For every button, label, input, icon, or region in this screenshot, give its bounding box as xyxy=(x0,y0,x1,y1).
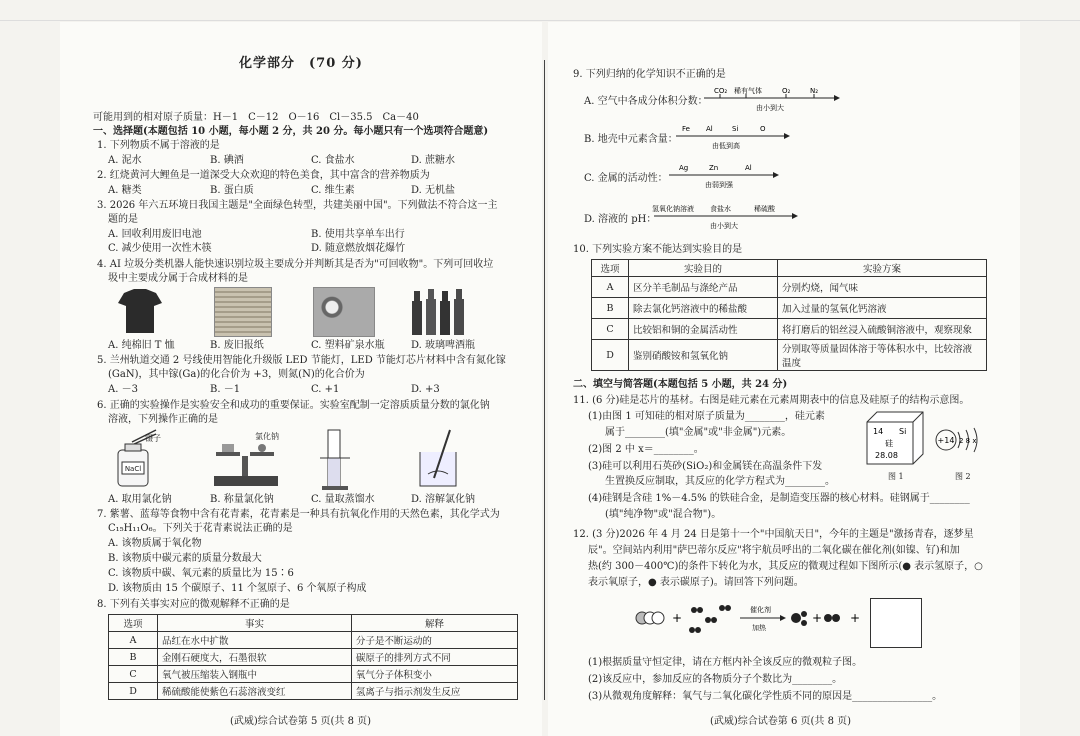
section-1-heading: 一、选择题(本题包括 10 小题，每小题 2 分，共 20 分。每小题只有一个选项符合题意) xyxy=(93,126,489,137)
table-cell-line: 分别取等质量固体溶于等体积水中，比较溶液 xyxy=(782,344,973,355)
table-cell: 加入过量的氢氧化钙溶液 xyxy=(778,298,987,319)
question-5: 5. 兰州轨道交通 2 号线使用智能化升级版 LED 节能灯，LED 节能灯芯片材料中含有氮化镓 xyxy=(97,355,506,366)
svg-text:+: + xyxy=(812,611,823,625)
question-4-cont: 圾中主要成分属于合成材料的是 xyxy=(108,273,248,284)
table-cell: 品红在水中扩散 xyxy=(158,632,352,649)
q5-option-b: B. －1 xyxy=(210,384,241,395)
svg-text:+: + xyxy=(850,611,861,625)
q11-part-3: (3)硅可以利用石英砂(SiO₂)和金属镁在高温条件下发 xyxy=(588,461,823,472)
table-cell xyxy=(778,340,987,371)
element-name: 硅 xyxy=(885,439,893,448)
q11-part-2: (2)图 2 中 x＝________。 xyxy=(588,444,704,455)
reaction-diagram xyxy=(630,598,870,644)
table-cell: 氧气被压缩装入钢瓶中 xyxy=(158,666,352,683)
table-cell: D xyxy=(592,340,629,371)
beaker-drawing xyxy=(414,428,466,490)
table-row xyxy=(109,649,518,666)
table-cell: 金刚石硬度大，石墨很软 xyxy=(158,649,352,666)
question-12: 12. (3 分)2026 年 4 月 24 日是第十一个"中国航天日"，今年的主题是"激扬青春，逐梦星 xyxy=(573,529,974,540)
q9c-label: Zn xyxy=(709,164,719,172)
table-header-row xyxy=(109,615,518,632)
table-cell: A xyxy=(592,277,629,298)
q1-option-b: B. 碘酒 xyxy=(210,155,244,166)
q9c-label: Al xyxy=(745,164,752,172)
figure-1-caption: 图 1 xyxy=(888,472,904,481)
q9-option-a: A. 空气中各成分体积分数： xyxy=(584,96,708,107)
q11-part-4: (4)硅钢是含硅 1%－4.5% 的铁硅合金，是制造变压器的核心材料。硅钢属于________ xyxy=(588,493,970,504)
table-header-cell: 实验目的 xyxy=(629,260,778,277)
silicon-element-card xyxy=(865,410,925,466)
catalyst-label: 催化剂 xyxy=(750,606,771,614)
table-cell: 稀硫酸能使紫色石蕊溶液变红 xyxy=(158,683,352,700)
q9d-label: 氢氧化钠溶液 xyxy=(652,205,694,213)
atomic-masses: 可能用到的相对原子质量：H－1 C－12 O－16 Cl－35.5 Ca－40 xyxy=(93,112,419,123)
question-6-cont: 溶液，下列操作正确的是 xyxy=(108,414,218,425)
q9a-arrow-label: 由小到大 xyxy=(756,104,784,112)
page-title: 化学部分 (70 分) xyxy=(239,56,363,71)
tshirt-image xyxy=(116,287,164,335)
nucleus-charge: +14 xyxy=(937,436,955,445)
q4-option-b: B. 废旧报纸 xyxy=(210,340,264,351)
table-header-cell: 选项 xyxy=(109,615,158,632)
q9a-label: N₂ xyxy=(810,87,819,95)
q2-option-b: B. 蛋白质 xyxy=(210,185,254,196)
q5-option-c: C. +1 xyxy=(311,384,340,395)
q9d-label: 稀硫酸 xyxy=(754,205,775,213)
table-row xyxy=(592,340,987,371)
top-edge xyxy=(0,20,1080,21)
q9a-label: CO₂ xyxy=(714,87,728,95)
q9a-scale xyxy=(700,84,840,116)
table-cell-line: 温度 xyxy=(782,358,802,369)
graduated-cylinder-drawing xyxy=(316,428,356,492)
question-7-cont: C₁₅H₁₁O₆。下列关于花青素说法正确的是 xyxy=(108,523,293,534)
table-header-cell: 实验方案 xyxy=(778,260,987,277)
q11-part-1-cont: 属于________(填"金属"或"非金属")元素。 xyxy=(605,427,792,438)
q11-part-1: (1)由图 1 可知硅的相对原子质量为________，硅元素 xyxy=(588,411,825,422)
question-8: 8. 下列有关事实对应的微观解释不正确的是 xyxy=(97,599,290,610)
q2-option-d: D. 无机盐 xyxy=(411,185,456,196)
q9a-label: O₂ xyxy=(782,87,791,95)
nacl-balance-label: 氯化钠 xyxy=(255,432,279,441)
q4-option-a: A. 纯棉旧 T 恤 xyxy=(108,340,175,351)
table-cell: C xyxy=(109,666,158,683)
table-cell: 碳原子的排列方式不同 xyxy=(351,649,517,666)
question-5-cont: (GaN)，其中镓(Ga)的化合价为 +3，则氮(N)的化合价为 xyxy=(108,369,365,380)
tweezers-label: 镊子 xyxy=(145,434,161,443)
table-row xyxy=(109,666,518,683)
q3-option-a: A. 回收利用废旧电池 xyxy=(108,229,202,240)
q9d-scale xyxy=(650,202,800,234)
svg-text:+: + xyxy=(672,611,683,625)
q9c-label: Ag xyxy=(679,164,689,172)
question-6: 6. 正确的实验操作是实验安全和成功的重要保证。实验室配制一定溶质质量分数的氯化钠 xyxy=(97,400,490,411)
table-row xyxy=(592,319,987,340)
q9d-arrow-label: 由小到大 xyxy=(710,222,738,230)
question-12-cont-3: 表示氧原子，● 表示碳原子)。请回答下列问题。 xyxy=(588,577,804,588)
q7-option-a: A. 该物质属于氧化物 xyxy=(108,538,202,549)
q9b-arrow-label: 由低到高 xyxy=(712,142,740,150)
question-1: 1. 下列物质不属于溶液的是 xyxy=(97,140,220,151)
q9-option-d: D. 溶液的 pH： xyxy=(584,214,657,225)
table-cell: 将打磨后的铝丝浸入硫酸铜溶液中，观察现象 xyxy=(778,319,987,340)
q9b-label: O xyxy=(760,125,766,133)
q9c-arrow-label: 由弱到强 xyxy=(705,181,733,189)
section-2-heading: 二、填空与简答题(本题包括 5 小题，共 24 分) xyxy=(573,379,788,390)
q1-option-a: A. 泥水 xyxy=(108,155,142,166)
table-cell: C xyxy=(592,319,629,340)
question-7: 7. 紫薯、蓝莓等食物中含有花青素，花青素是一种具有抗氧化作用的天然色素，其化学式为 xyxy=(97,509,500,520)
question-3-cont: 题的是 xyxy=(108,214,138,225)
q9b-label: Si xyxy=(732,125,739,133)
table-cell: 区分羊毛制品与涤纶产品 xyxy=(629,277,778,298)
table-cell: A xyxy=(109,632,158,649)
table-row xyxy=(592,277,987,298)
table-row xyxy=(592,298,987,319)
q4-option-c: C. 塑料矿泉水瓶 xyxy=(311,340,385,351)
q5-option-d: D. +3 xyxy=(411,384,440,395)
question-12-cont-1: 辰"。空间站内利用"萨巴蒂尔反应"将宇航员呼出的二氧化碳在催化剂(如镍、钌)和加 xyxy=(588,545,960,556)
q2-option-a: A. 糖类 xyxy=(108,185,142,196)
q7-option-d: D. 该物质由 15 个碳原子、11 个氢原子、6 个氧原子构成 xyxy=(108,583,367,594)
table-cell: 鉴别硝酸铵和氢氧化钠 xyxy=(629,340,778,371)
table-cell: 比较铝和铜的金属活动性 xyxy=(629,319,778,340)
q11-part-3-cont: 生置换反应制取，其反应的化学方程式为________。 xyxy=(605,476,835,487)
glass-bottles-image xyxy=(410,287,474,335)
q1-option-d: D. 蔗糖水 xyxy=(411,155,456,166)
atomic-number: 14 xyxy=(873,427,884,436)
table-row xyxy=(109,632,518,649)
q1-option-c: C. 食盐水 xyxy=(311,155,355,166)
q6-option-a: A. 取用氯化钠 xyxy=(108,494,172,505)
q9d-label: 食盐水 xyxy=(710,205,731,213)
table-header-row xyxy=(592,260,987,277)
q6-option-c: C. 量取蒸馏水 xyxy=(311,494,375,505)
q9-option-c: C. 金属的活动性： xyxy=(584,173,668,184)
answer-box[interactable] xyxy=(870,598,922,648)
table-cell: 氢离子与指示剂发生反应 xyxy=(351,683,517,700)
q9a-label: 稀有气体 xyxy=(734,87,762,95)
table-header-cell: 选项 xyxy=(592,260,629,277)
q11-part-4-cont: (填"纯净物"或"混合物")。 xyxy=(605,509,722,520)
q5-option-a: A. －3 xyxy=(108,384,138,395)
table-cell: B xyxy=(109,649,158,666)
q3-option-d: D. 随意燃放烟花爆竹 xyxy=(311,243,406,254)
question-11: 11. (6 分)硅是芯片的基材。右图是硅元素在元素周期表中的信息及硅原子的结构示意图。 xyxy=(573,395,970,406)
heat-label: 加热 xyxy=(752,624,766,632)
q7-option-c: C. 该物质中碳、氧元素的质量比为 15∶6 xyxy=(108,568,294,579)
q12-part-1: (1)根据质量守恒定律，请在方框内补全该反应的微观粒子图。 xyxy=(588,657,863,668)
q9b-label: Al xyxy=(706,125,713,133)
table-header-cell: 事实 xyxy=(158,615,352,632)
table-row xyxy=(109,683,518,700)
q9c-scale xyxy=(665,161,781,193)
left-page-footer: (武威)综合试卷第 5 页(共 8 页) xyxy=(230,716,372,727)
question-12-cont-2: 热(约 300－400℃)的条件下转化为水，其反应的微观过程如下图所示(● 表示氢原子，○ xyxy=(588,561,983,572)
figure-2-caption: 图 2 xyxy=(955,472,971,481)
atomic-mass: 28.08 xyxy=(875,451,898,460)
electron-shells: 2 8 x xyxy=(959,437,977,445)
q3-option-c: C. 减少使用一次性木筷 xyxy=(108,243,212,254)
table-cell: 除去氯化钙溶液中的稀盐酸 xyxy=(629,298,778,319)
table-cell: 分子是不断运动的 xyxy=(351,632,517,649)
question-10: 10. 下列实验方案不能达到实验目的是 xyxy=(573,244,743,255)
table-header-cell: 解释 xyxy=(351,615,517,632)
q12-part-2: (2)该反应中，参加反应的各物质分子个数比为________。 xyxy=(588,674,843,685)
q2-option-c: C. 维生素 xyxy=(311,185,355,196)
question-9: 9. 下列归纳的化学知识不正确的是 xyxy=(573,69,726,80)
q7-option-b: B. 该物质中碳元素的质量分数最大 xyxy=(108,553,262,564)
q9b-scale xyxy=(672,122,792,154)
right-page-footer: (武威)综合试卷第 6 页(共 8 页) xyxy=(710,716,852,727)
q6-option-d: D. 溶解氯化钠 xyxy=(411,494,476,505)
q12-part-3: (3)从微观角度解释：氧气与二氧化碳化学性质不同的原因是________________。 xyxy=(588,691,943,702)
nacl-bottle-tweezers-drawing xyxy=(110,428,170,490)
question-3: 3. 2026 年六五环境日我国主题是"全面绿色转型，共建美丽中国"。下列做法不符合这一主 xyxy=(97,200,498,211)
table-cell: 氧气分子体积变小 xyxy=(351,666,517,683)
table-cell: D xyxy=(109,683,158,700)
element-symbol: Si xyxy=(899,427,907,436)
silicon-atom-diagram xyxy=(932,420,988,460)
newspaper-image xyxy=(214,287,272,337)
nacl-label: NaCl xyxy=(124,465,142,473)
q6-option-b: B. 称量氯化钠 xyxy=(210,494,274,505)
q8-table xyxy=(108,614,518,700)
question-2: 2. 红烧黄河大鲤鱼是一道深受大众欢迎的特色美食，其中富含的营养物质为 xyxy=(97,170,430,181)
q4-option-d: D. 玻璃啤酒瓶 xyxy=(411,340,476,351)
q9b-label: Fe xyxy=(682,125,690,133)
plastic-bottles-image xyxy=(313,287,375,337)
table-cell: 分别灼烧，闻气味 xyxy=(778,277,987,298)
page-divider xyxy=(544,60,545,700)
question-4: 4. AI 垃圾分类机器人能快速识别垃圾主要成分并判断其是否为"可回收物"。下列可回收垃 xyxy=(97,259,494,270)
table-cell: B xyxy=(592,298,629,319)
q10-table xyxy=(591,259,987,371)
q9-option-b: B. 地壳中元素含量： xyxy=(584,134,678,145)
q3-option-b: B. 使用共享单车出行 xyxy=(311,229,405,240)
